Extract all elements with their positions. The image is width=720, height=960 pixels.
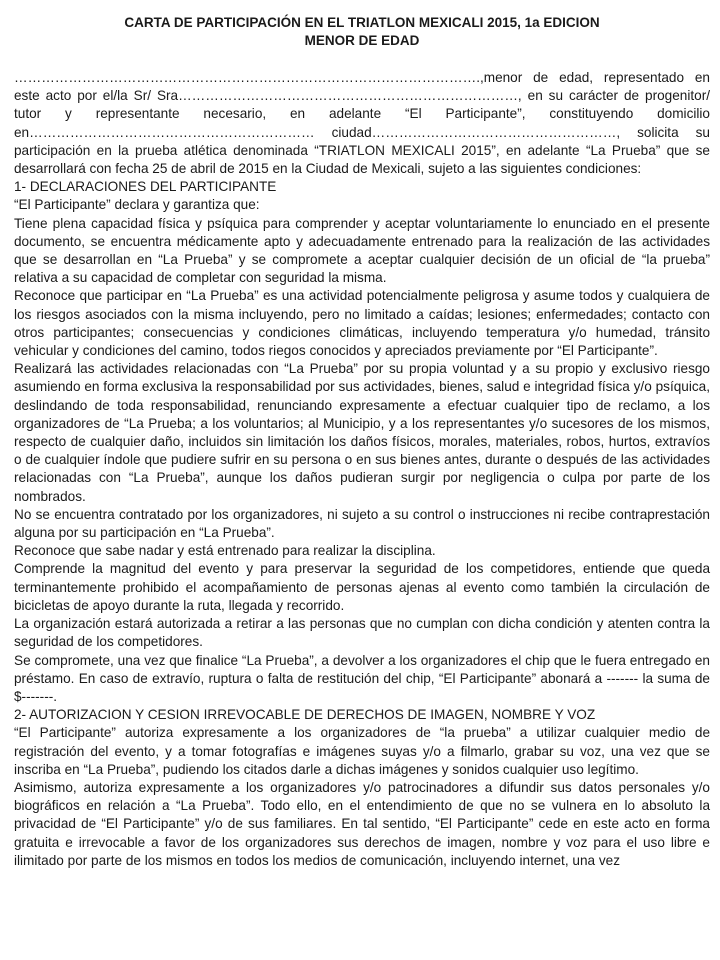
declaration-no-contract: No se encuentra contratado por los organizadores, ni sujeto a su control o instrucciones ni recibe contraprestación alguna por su participación en “La Prueba”.: [14, 506, 710, 541]
authorization-media: “El Participante” autoriza expresamente a los organizadores de “la prueba” a utilizar cualquier medio de registración del evento, y a tomar fotografías e imágenes suyas y/o a filmarlo, grabar su voz, una vez que se inscriba en “La Prueba”, pudiendo los citados darle a dichas imágenes y sonidos cualquier uso legítimo.: [14, 725, 710, 777]
declaration-chip: Se compromete, una vez que finalice “La Prueba”, a devolver a los organizadores el chip que le fuera entregado en préstamo. En caso de extravío, ruptura o falta de restitución del chip, “El Participante” abonará a ------- la suma de $-------.: [14, 652, 710, 704]
section-2-heading: 2- AUTORIZACION Y CESION IRREVOCABLE DE DERECHOS DE IMAGEN, NOMBRE Y VOZ: [14, 707, 596, 723]
declaration-organization: La organización estará autorizada a retirar a las personas que no cumplan con dicha condición y atenten contra la seguridad de los competidores.: [14, 616, 710, 650]
title-line-2: MENOR DE EDAD: [304, 33, 420, 48]
authorization-personal-data: Asimismo, autoriza expresamente a los organizadores y/o patrocinadores a difundir sus datos personales y/o biográficos en relación a “La Prueba”. Todo ello, en el entendimiento de que no se vulnera en lo absoluto la privacidad de “El Participante” y/o de sus familiares. En tal sentido, “El Participante” cede en este acto en forma gratuita e irrevocable a favor de los organizadores sus derechos de imagen, nombre y voz para el uso libre e ilimitado por parte de los mismos en todos los medios de comunicación, incluyendo internet, una vez: [14, 779, 710, 868]
declaration-intro: “El Participante” declara y garantiza que:: [14, 197, 260, 213]
document-body: [14, 69, 710, 870]
intro-paragraph: ………………………………………………………………………………………….,menor de edad, representado en este acto por el/la Sr/ Sra…………………………………………………………………, en su carácter de progenitor/ tutor y representante necesario, en adelante “El Participante”, constituyendo domicilio en……………………………………………………… ciudad………………………………………………, solicita su participación en la prueba atlética denominada “TRIATLON MEXICALI 2015”, en adelante “La Prueba” que se desarrollará con fecha 25 de abril de 2015 en la Ciudad de Mexicali, sujeto a las siguientes condiciones:: [14, 70, 710, 177]
title-line-1: CARTA DE PARTICIPACIÓN EN EL TRIATLON MEXICALI 2015, 1a EDICION: [124, 15, 600, 30]
declaration-safety: Comprende la magnitud del evento y para preservar la seguridad de los competidores, entiende que queda terminantemente prohibido el acompañamiento de personas ajenas al evento como también la circulación de bicicletas de apoyo durante la ruta, llegada y recorrido.: [14, 561, 710, 613]
declaration-risks: Reconoce que participar en “La Prueba” es una actividad potencialmente peligrosa y asume todos y cualquiera de los riesgos asociados con la misma incluyendo, pero no limitado a caídas; lesiones; enfermedades; contacto con otros participantes; consecuencias y condiciones climáticas, incluyendo temperatura y/o humedad, tránsito vehicular y condiciones del camino, todos riegos conocidos y apreciados previamente por “El Participante”.: [14, 288, 710, 359]
document-title: [14, 14, 710, 50]
section-1-heading: 1- DECLARACIONES DEL PARTICIPANTE: [14, 179, 277, 195]
declaration-capacity: Tiene plena capacidad física y psíquica para comprender y aceptar voluntariamente lo enunciado en el presente documento, se encuentra médicamente apto y adecuadamente entrenado para la realización de las actividades que se desarrollan en “La Prueba” y se compromete a aceptar cualquier decisión de un oficial de “la prueba” relativa a su capacidad de completar con seguridad la misma.: [14, 215, 710, 286]
declaration-liability: Realizará las actividades relacionadas con “La Prueba” por su propia voluntad y a su propio y exclusivo riesgo asumiendo en forma exclusiva la responsabilidad por sus actividades, bienes, salud e integridad física y/o psíquica, deslindando de toda responsabilidad, renunciando expresamente a efectuar cualquier tipo de reclamo, a los organizadores de “La Prueba; a los voluntarios; al Municipio, y a los representantes y/o sucesores de los mismos, respecto de cualquier daño, incluidos sin limitación los daños físicos, morales, materiales, robos, hurtos, extravíos o de cualquier índole que pudiere sufrir en su persona o en sus bienes antes, durante o después de las actividades relacionadas con “La Prueba”, aunque los daños pudieran surgir por negligencia o culpa por parte de los nombrados.: [14, 361, 710, 504]
declaration-swimming: Reconoce que sabe nadar y está entrenado para realizar la disciplina.: [14, 543, 436, 559]
